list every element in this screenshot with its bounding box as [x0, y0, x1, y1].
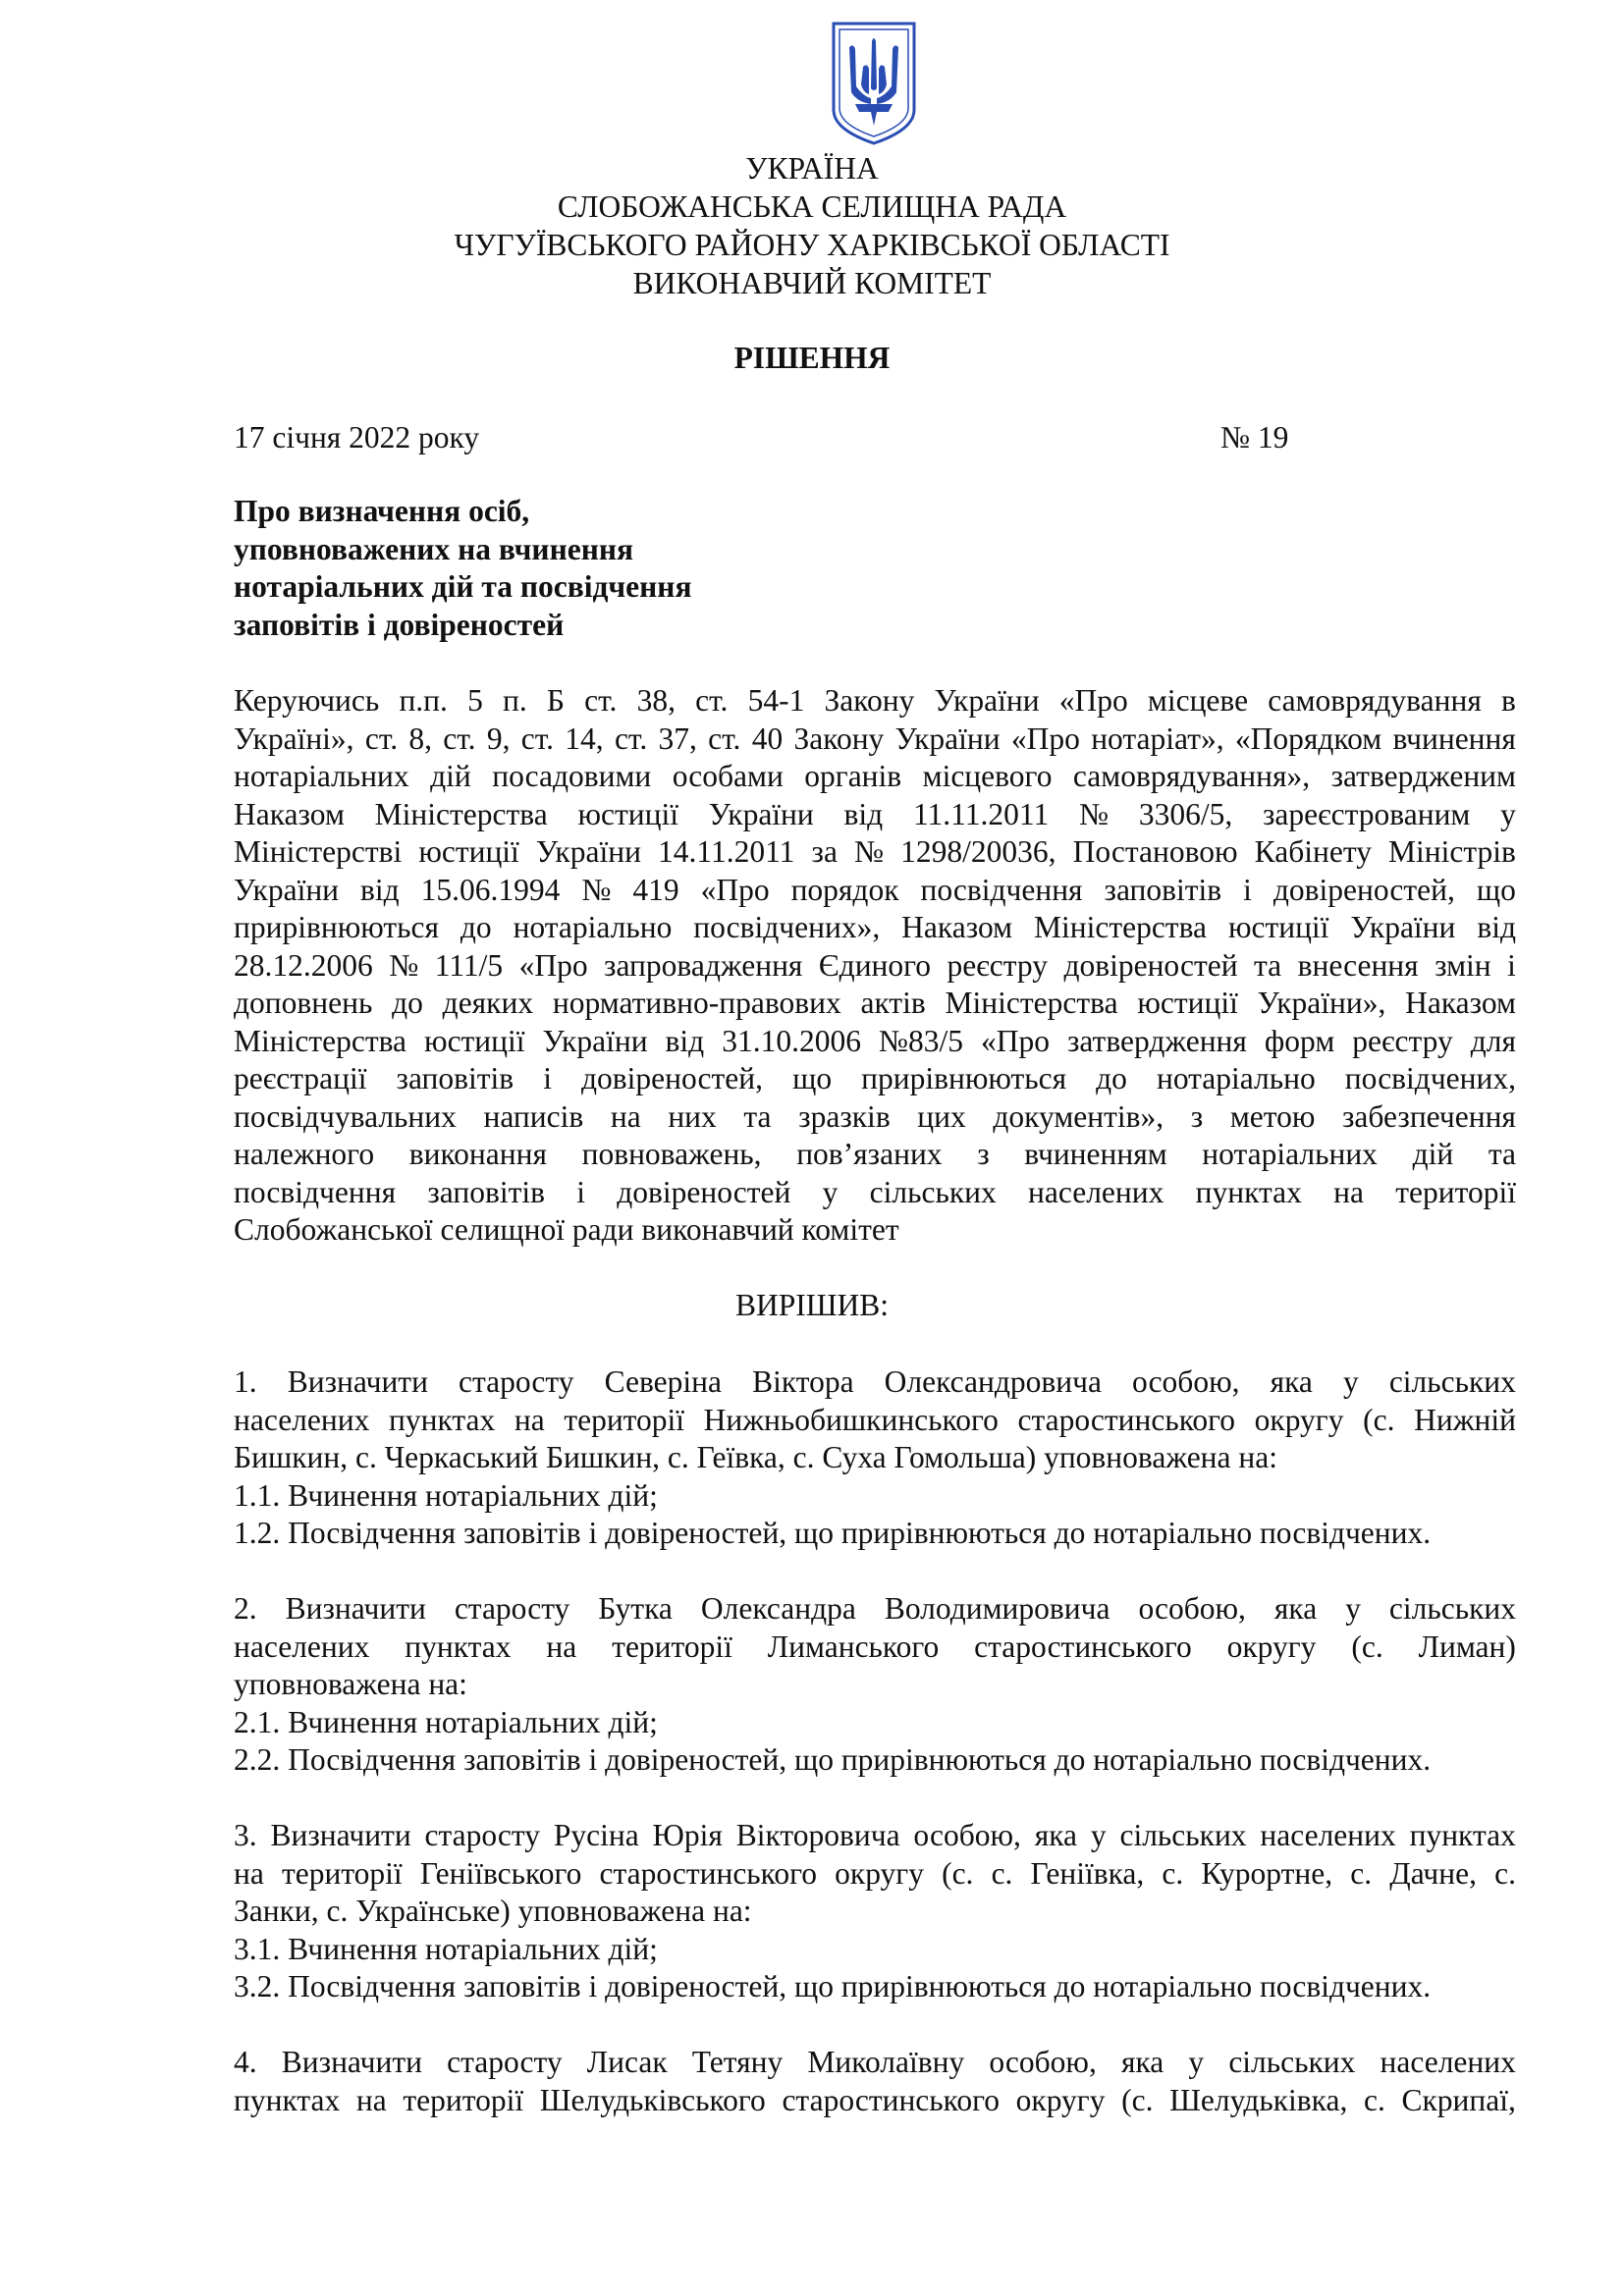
text-line: 1.2. Посвідчення заповітів і довіреностей, що прирівнюються до нотаріально посвідчених.	[234, 1516, 1432, 1550]
document-title: РІШЕННЯ	[733, 341, 891, 375]
text-line: 3.1. Вчинення нотаріальних дій;	[234, 1931, 658, 1966]
text-line: пунктах на території Шелудьківського старостинського округу (с. Шелудьківка, с. Скрипаї,	[234, 2082, 1516, 2117]
text-line: Наказом Міністерства юстиції України від 11.11.2011 № 3306/5, зареєстрованим у	[234, 796, 1516, 831]
country-name: УКРАЇНА	[745, 151, 879, 186]
district-name: ЧУГУЇВСЬКОГО РАЙОНУ ХАРКІВСЬКОЇ ОБЛАСТІ	[454, 228, 1170, 262]
text-line: 2.1. Вчинення нотаріальних дій;	[234, 1704, 658, 1739]
subject-line: Про визначення осіб,	[234, 494, 530, 528]
decision-date: 17 січня 2022 року	[234, 420, 480, 454]
resolve-heading: ВИРІШИВ:	[734, 1288, 890, 1322]
text-line: Занки, с. Українське) уповноважена на:	[234, 1894, 752, 1928]
text-line: на території Геніївського старостинського округу (с. с. Геніївка, с. Курортне, с. Дачне, с.	[234, 1855, 1516, 1891]
item-2	[234, 1590, 1516, 1780]
text-line: Керуючись п.п. 5 п. Б ст. 38, ст. 54-1 Закону України «Про місцеве самоврядування в	[234, 683, 1516, 718]
text-line: посвідчувальних написів на них та зразків цих документів», з метою забезпечення	[234, 1098, 1516, 1134]
subject-line: уповноважених на вчинення	[234, 531, 634, 566]
text-line: уповноважена на:	[234, 1667, 467, 1701]
text-line: 2. Визначити старосту Бутка Олександра Володимировича особою, яка у сільських	[234, 1591, 1516, 1626]
text-line: 1. Визначити старосту Северіна Віктора Олександровича особою, яка у сільських	[234, 1364, 1516, 1399]
text-line: нотаріальних дій посадовими особами органів місцевого самоврядування», затвердженим	[234, 759, 1516, 793]
letterhead	[0, 149, 1624, 302]
text-line: Бишкин, с. Черкаський Бишкин, с. Геївка, с. Суха Гомольша) уповноважена на:	[234, 1440, 1277, 1474]
council-name: СЛОБОЖАНСЬКА СЕЛИЩНА РАДА	[557, 189, 1067, 224]
text-line: України від 15.06.1994 № 419 «Про порядок посвідчення заповітів і довіреностей, що	[234, 872, 1516, 907]
text-line: 28.12.2006 № 111/5 «Про запровадження Єдиного реєстру довіреностей та внесення змін і	[234, 947, 1516, 983]
text-line: населених пунктах на території Нижньобишкинського старостинського округу (с. Нижній	[234, 1402, 1516, 1437]
text-line: прирівнюються до нотаріально посвідчених», Наказом Міністерства юстиції України від	[234, 910, 1516, 944]
text-line: доповнень до деяких нормативно-правових актів Міністерства юстиції України», Наказом	[234, 986, 1516, 1020]
text-line: реєстрації заповітів і довіреностей, що прирівнюються до нотаріально посвідчених,	[234, 1061, 1516, 1095]
decision-number: № 19	[1220, 420, 1289, 454]
text-line: населених пунктах на території Лиманського старостинського округу (с. Лиман)	[234, 1629, 1516, 1664]
trident-emblem-icon	[828, 20, 920, 147]
item-1	[234, 1363, 1516, 1553]
preamble-paragraph	[234, 682, 1516, 1250]
text-line: 2.2. Посвідчення заповітів і довіреностей, що прирівнюються до нотаріально посвідчених.	[234, 1742, 1432, 1777]
text-line: Україні», ст. 8, ст. 9, ст. 14, ст. 37, ст. 40 Закону України «Про нотаріат», «Порядком вчинення	[234, 721, 1516, 756]
text-line: Міністерства юстиції України від 31.10.2006 №83/5 «Про затвердження форм реєстру для	[234, 1023, 1516, 1058]
text-line: 4. Визначити старосту Лисак Тетяну Миколаївну особою, яка у сільських населених	[234, 2045, 1516, 2079]
text-line: Слобожанської селищної ради виконавчий комітет	[234, 1212, 899, 1247]
text-line: 3. Визначити старосту Русіна Юрія Вікторовича особою, яка у сільських населених пунктах	[234, 1818, 1516, 1852]
text-line: належного виконання повноважень, пов’язаних з вчиненням нотаріальних дій та	[234, 1137, 1516, 1171]
subject-line: заповітів і довіреностей	[234, 607, 565, 642]
decision-subject	[234, 493, 692, 644]
subject-line: нотаріальних дій та посвідчення	[234, 569, 692, 604]
text-line: 3.2. Посвідчення заповітів і довіреностей, що прирівнюються до нотаріально посвідчених.	[234, 1969, 1432, 2003]
item-4	[234, 2044, 1516, 2119]
text-line: Міністерстві юстиції України 14.11.2011 за № 1298/20036, Постановою Кабінету Міністрів	[234, 834, 1516, 869]
item-3	[234, 1817, 1516, 2006]
text-line: посвідчення заповітів і довіреностей у сільських населених пунктах на території	[234, 1174, 1516, 1209]
committee-name: ВИКОНАВЧИЙ КОМІТЕТ	[632, 266, 992, 300]
text-line: 1.1. Вчинення нотаріальних дій;	[234, 1477, 658, 1513]
